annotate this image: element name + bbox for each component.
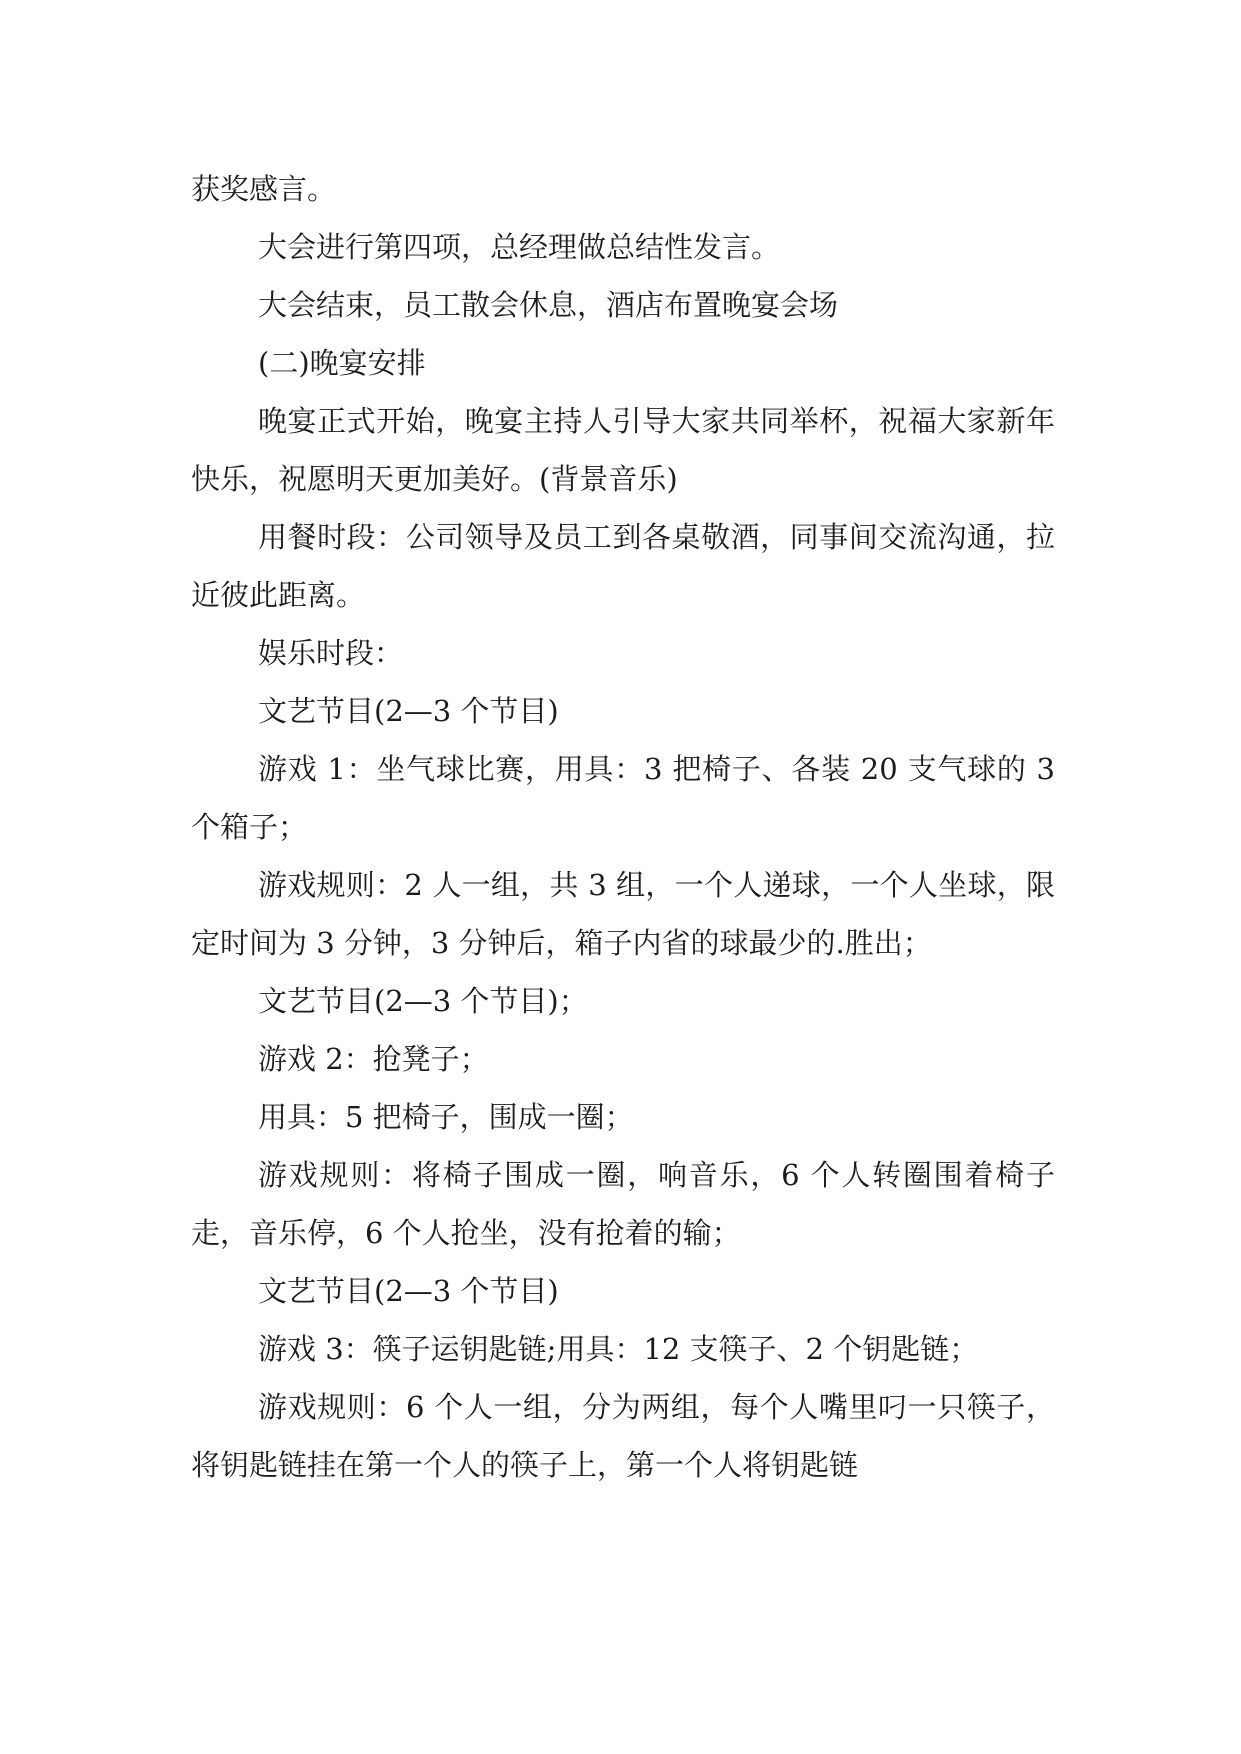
paragraph-2: 大会进行第四项，总经理做总结性发言。 xyxy=(258,230,781,264)
paragraph-15: 文艺节目(2—3 个节目) xyxy=(258,1274,559,1308)
paragraph-1: 获奖感言。 xyxy=(191,172,337,206)
paragraph-12: 游戏 2：抢凳子； xyxy=(258,1042,489,1076)
document-body xyxy=(191,160,1055,1494)
paragraph-5: 晚宴正式开始，晚宴主持人引导大家共同举杯，祝福大家新年快乐，祝愿明天更加美好。(背景音乐) xyxy=(191,404,1055,496)
section-heading: (二)晚宴安排 xyxy=(258,346,426,380)
paragraph-6: 用餐时段：公司领导及员工到各桌敬酒，同事间交流沟通，拉近彼此距离。 xyxy=(191,520,1055,612)
paragraph-9: 游戏 1：坐气球比赛，用具：3 把椅子、各装 20 支气球的 3 个箱子； xyxy=(191,752,1055,844)
paragraph-10: 游戏规则：2 人一组，共 3 组，一个人递球，一个人坐球，限定时间为 3 分钟，3 分钟后，箱子内省的球最少的.胜出； xyxy=(191,868,1055,960)
paragraph-14: 游戏规则：将椅子围成一圈，响音乐，6 个人转圈围着椅子走，音乐停，6 个人抢坐，没有抢着的输； xyxy=(191,1158,1055,1250)
paragraph-3: 大会结束，员工散会休息，酒店布置晚宴会场 xyxy=(258,288,839,322)
paragraph-13: 用具：5 把椅子，围成一圈； xyxy=(258,1100,634,1134)
paragraph-8: 文艺节目(2—3 个节目) xyxy=(258,694,559,728)
paragraph-16: 游戏 3：筷子运钥匙链;用具：12 支筷子、2 个钥匙链； xyxy=(258,1332,979,1366)
paragraph-11: 文艺节目(2—3 个节目)； xyxy=(258,984,588,1018)
paragraph-17: 游戏规则：6 个人一组，分为两组，每个人嘴里叼一只筷子，将钥匙链挂在第一个人的筷子上，第一个人将钥匙链 xyxy=(191,1390,1055,1482)
paragraph-7: 娱乐时段： xyxy=(258,636,404,670)
